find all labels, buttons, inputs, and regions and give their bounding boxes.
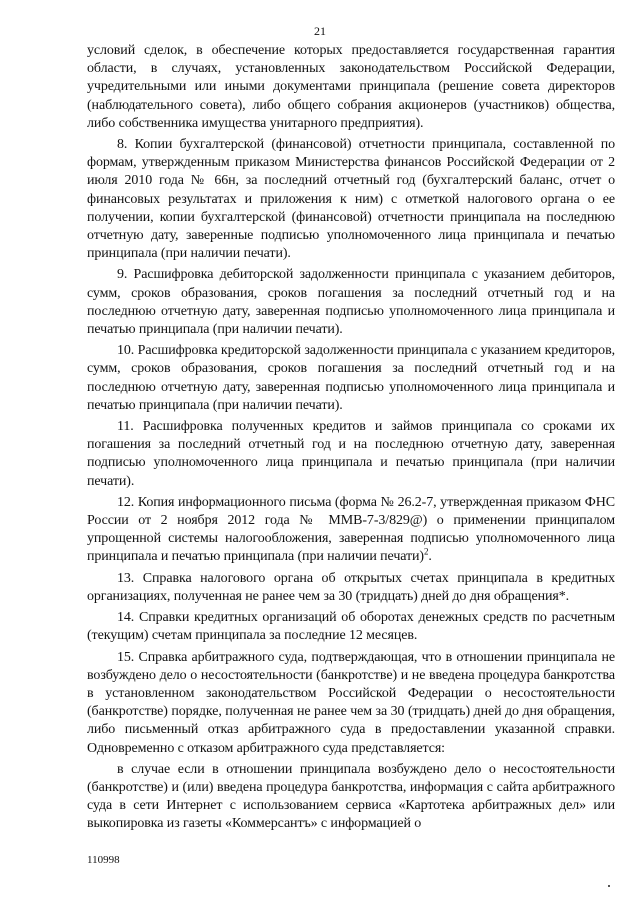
scan-speck: [608, 885, 610, 887]
document-code: 110998: [87, 854, 120, 866]
paragraph-12-text: 12. Копия информационного письма (форма № 26.2-7, утвержденная приказом ФНС России от 2 ноября 2012 года № ММВ-7-3/829@) о применении принципалом упрощенной системы налогообложения, заверенная подписью уполномоченного лица принципала и печатью принципала (при наличии печати): [87, 494, 615, 565]
paragraph-15: 15. Справка арбитражного суда, подтверждающая, что в отношении принципала не возбуждено дело о несостоятельности (банкротстве) и не введена процедура банкротства в установленном законодательством Российской Федерации о несостоятельности (банкротстве) порядке, полученная не ранее чем за 30 (тридцать) дней до дня обращения, либо письменный отказ арбитражного суда в предоставлении указанной справки. Одновременно с отказом арбитражного суда представляется:: [87, 649, 615, 756]
paragraph-8: 8. Копии бухгалтерской (финансовой) отчетности принципала, составленной по формам, утвержденным приказом Министерства финансов Российской Федерации от 2 июля 2010 года № 66н, за последний отчетный год (бухгалтерский баланс, отчет о финансовых результатах и приложения к ним) с отметкой налогового органа о ее получении, копии бухгалтерской (финансовой) отчетности принципала на последнюю отчетную дату, заверенные подписью уполномоченного лица принципала и печатью принципала (при наличии печати).: [87, 137, 615, 262]
page-number: 21: [314, 24, 326, 38]
paragraph-10: 10. Расшифровка кредиторской задолженности принципала с указанием кредиторов, сумм, сроков образования, сроков погашения за последний отчетный год и на последнюю отчетную дату, заверенная подписью уполномоченного лица принципала и печатью принципала (при наличии печати).: [87, 343, 615, 413]
document-body: [87, 42, 615, 834]
paragraph-9: 9. Расшифровка дебиторской задолженности принципала с указанием дебиторов, сумм, сроков образования, сроков погашения за последний отчетный год и на последнюю отчетную дату, заверенная подписью уполномоченного лица принципала и печатью принципала (при наличии печати).: [87, 267, 615, 338]
paragraph-15-continuation: в случае если в отношении принципала возбуждено дело о несостоятельности (банкротстве) и (или) введена процедура банкротства, информация с сайта арбитражного суда в сети Интернет с использованием сервиса «Картотека арбитражных дел» или выкопировка из газеты «Коммерсантъ» с информацией о: [87, 761, 615, 832]
paragraph-12: [87, 494, 615, 567]
paragraph-12-tail: .: [428, 549, 432, 565]
paragraph-14: 14. Справки кредитных организаций об оборотах денежных средств по расчетным (текущим) счетам принципала за последние 12 месяцев.: [87, 610, 615, 644]
paragraph-13: 13. Справка налогового органа об открытых счетах принципала в кредитных организациях, полученная не ранее чем за 30 (тридцать) дней до дня обращения*.: [87, 570, 615, 604]
paragraph-continuation: условий сделок, в обеспечение которых предоставляется государственная гарантия области, в случаях, установленных законодательством Российской Федерации, учредительными или иными документами принципала (решение совета директоров (наблюдательного совета), либо общего собрания акционеров (участников) общества, либо собственника имущества унитарного предприятия).: [87, 43, 615, 131]
footnote-marker: 2: [424, 546, 429, 557]
paragraph-11: 11. Расшифровка полученных кредитов и займов принципала со сроками их погашения за последний отчетный год и на последнюю отчетную дату, заверенная подписью уполномоченного лица принципала и печатью принципала (при наличии печати).: [87, 419, 615, 489]
